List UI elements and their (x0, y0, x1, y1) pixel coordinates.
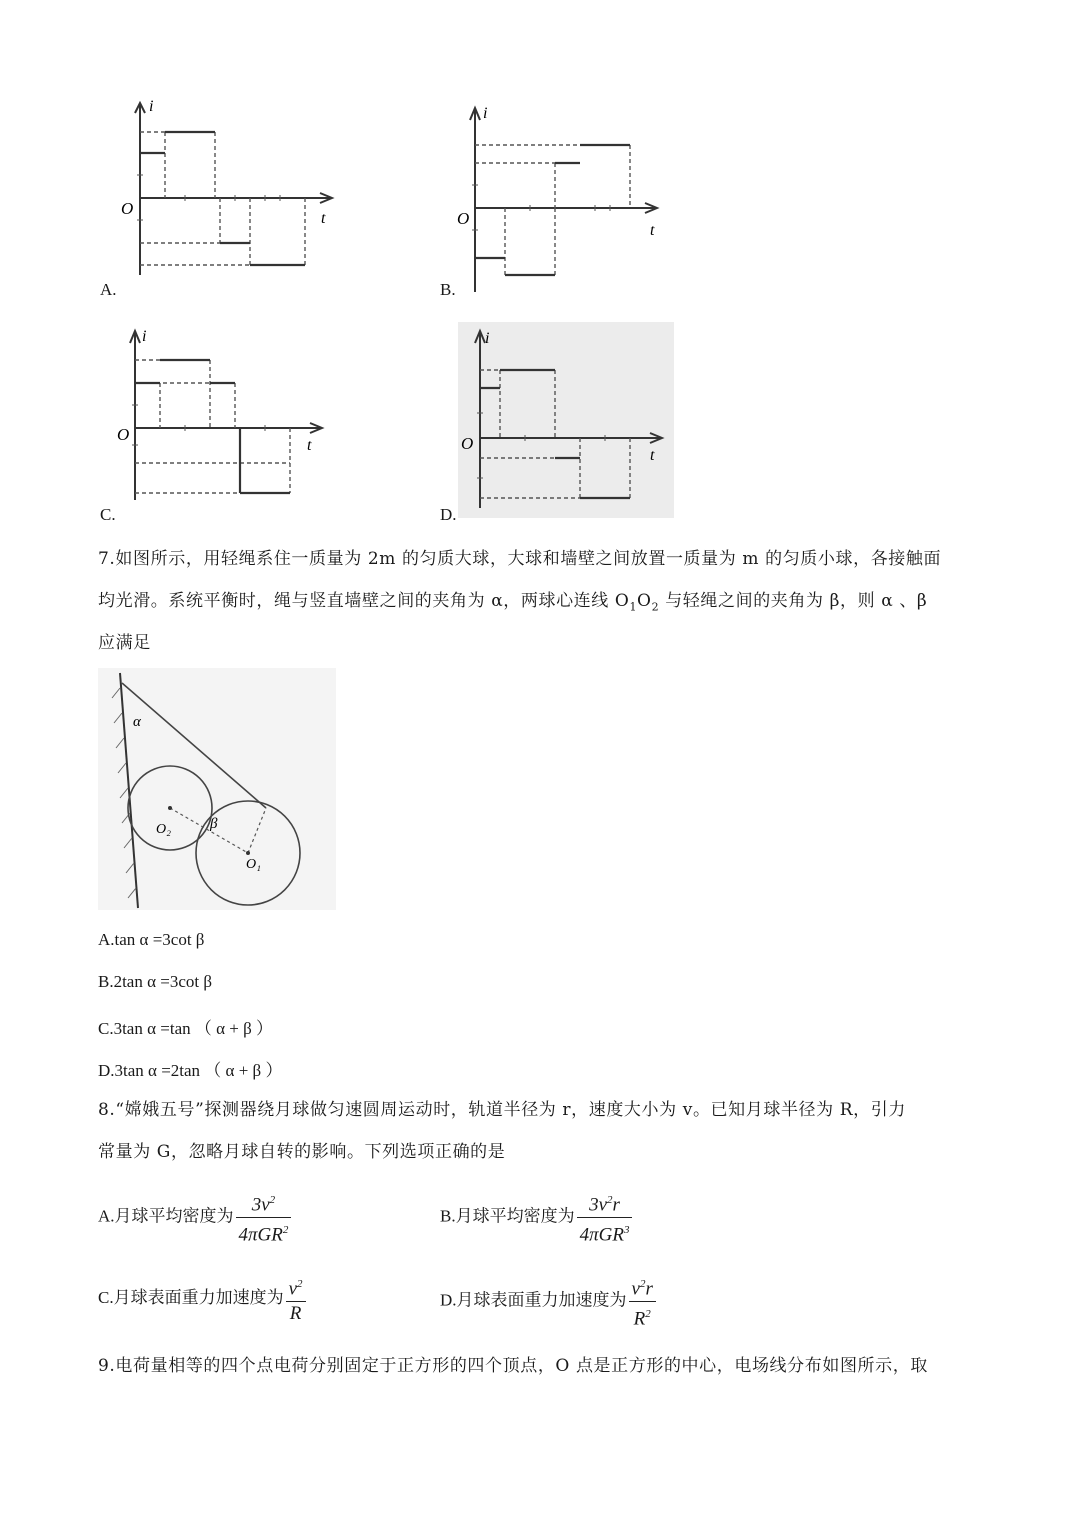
fraction-d-numerator-r: r (645, 1278, 653, 1300)
fraction-a-numerator: 3v (251, 1194, 270, 1216)
fraction-c-numerator: v (288, 1278, 298, 1300)
option-d-label: D. (440, 505, 457, 524)
exponent: 2 (639, 1278, 646, 1290)
o1-label: O₁ (246, 857, 261, 872)
fraction-d (629, 1272, 656, 1332)
exponent: 2 (607, 1194, 613, 1206)
t-label: t (321, 210, 326, 227)
origin-label: O (121, 199, 134, 218)
q7-line-1: 7.如图所示，用轻绳系住一质量为 2m 的匀质大球，大球和墙壁之间放置一质量为 m 的匀质小球，各接触面 (98, 549, 942, 569)
q7-line-3: 应满足 (98, 633, 151, 653)
fraction-d-numerator: v (631, 1278, 640, 1300)
q8-option-b[interactable] (440, 1188, 632, 1248)
q8-option-a-text: A.月球平均密度为 (98, 1206, 234, 1226)
q7-line-2-pre: 均光滑。系统平衡时，绳与竖直墙壁之间的夹角为 α，两球心连线 O (98, 591, 630, 611)
exponent: 2 (269, 1194, 276, 1206)
q7-line-2-mid: O (637, 591, 652, 611)
q7-subscript-2: 2 (651, 600, 660, 614)
fraction-a-denominator: 4πGR (238, 1224, 283, 1246)
q8-option-c-text: C.月球表面重力加速度为 (98, 1288, 284, 1308)
q7-option-c[interactable]: C.3tan α =tan （ α + β ） (98, 1019, 274, 1038)
option-a-label: A. (100, 280, 117, 299)
q8-option-c[interactable] (98, 1272, 306, 1326)
q7-figure (98, 668, 336, 910)
fraction-d-denominator: R (633, 1308, 646, 1330)
i-label: i (142, 328, 147, 345)
q7-line-2-post: 与轻绳之间的夹角为 β，则 α 、β (659, 591, 928, 611)
option-b-label: B. (440, 280, 456, 299)
fraction-c-denominator: R (289, 1303, 302, 1325)
t-label: t (307, 437, 312, 454)
fraction-b-denominator: 4πGR (579, 1224, 624, 1246)
q8-line-2: 常量为 G，忽略月球自转的影响。下列选项正确的是 (98, 1142, 506, 1162)
q7-option-b[interactable]: B.2tan α =3cot β (98, 972, 213, 991)
o2-label: O₂ (156, 822, 171, 837)
alpha-label: α (133, 714, 141, 730)
i-label: i (483, 105, 488, 122)
origin-label: O (461, 434, 474, 453)
q8-line-1: 8.“嫦娥五号”探测器绕月球做匀速圆周运动时，轨道半径为 r，速度大小为 v。已知月球半径为 R，引力 (98, 1100, 906, 1120)
q7-option-a[interactable]: A.tan α =3cot β (98, 930, 205, 949)
origin-label: O (117, 425, 130, 444)
option-c-label: C. (100, 505, 116, 524)
t-label: t (650, 447, 655, 464)
exponent: 2 (282, 1224, 289, 1237)
fraction-b (577, 1188, 633, 1248)
rope (122, 683, 266, 808)
i-label: i (149, 98, 154, 115)
graph-d (460, 325, 672, 515)
wall (120, 673, 138, 908)
fraction-a (236, 1188, 292, 1248)
graph-b (455, 100, 675, 295)
t-label: t (650, 222, 655, 239)
exponent: 3 (623, 1224, 630, 1237)
exponent: 2 (297, 1278, 303, 1290)
fraction-b-numerator-r: r (612, 1194, 620, 1216)
q7-line-2 (98, 587, 998, 621)
q7-option-d[interactable]: D.3tan α =2tan （ α + β ） (98, 1061, 283, 1080)
fraction-b-numerator: 3v (589, 1194, 608, 1216)
exponent: 2 (645, 1308, 651, 1321)
graph-a (105, 95, 345, 285)
q9-line-1: 9.电荷量相等的四个点电荷分别固定于正方形的四个顶点，O 点是正方形的中心，电场线分布如图所示，取 (98, 1356, 928, 1376)
fraction-c (286, 1272, 306, 1326)
graph-c (115, 325, 335, 505)
origin-label: O (457, 209, 470, 228)
q7-subscript-1: 1 (629, 600, 638, 614)
q8-option-d-text: D.月球表面重力加速度为 (440, 1290, 627, 1310)
i-label: i (485, 330, 490, 347)
q8-option-a[interactable] (98, 1188, 291, 1248)
beta-label: β (210, 816, 218, 832)
q8-option-d[interactable] (440, 1272, 656, 1332)
q8-option-b-text: B.月球平均密度为 (440, 1206, 575, 1226)
